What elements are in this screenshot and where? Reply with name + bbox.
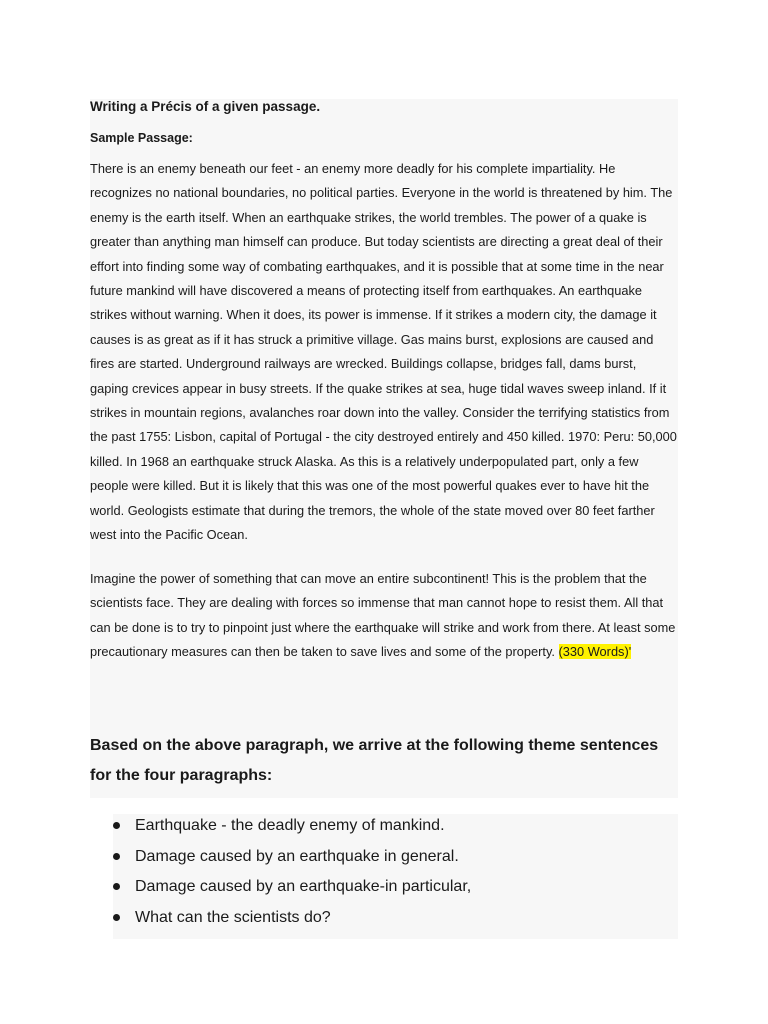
theme-text: Earthquake - the deadly enemy of mankind. — [135, 817, 445, 834]
document-title: Writing a Précis of a given passage. — [90, 99, 321, 114]
word-count-highlight: (330 Words)' — [558, 644, 632, 660]
theme-text: What can the scientists do? — [135, 908, 331, 926]
list-item — [113, 814, 678, 845]
theme-heading: Based on the above paragraph, we arrive at the following theme sentences for the four paragraphs: — [90, 737, 659, 784]
list-item — [113, 875, 678, 906]
bullet-icon — [113, 853, 120, 860]
theme-list — [113, 814, 678, 936]
passage-paragraph-2-text: Imagine the power of something that can move an entire subcontinent! This is the problem that the scientists face. They are dealing with forces so immense that man cannot hope to resist them. All that can be done is to try to pinpoint just where the earthquake will strike and work from there. At least some precautionary measures can then be taken to save lives and some of the property. — [90, 571, 676, 660]
passage-block — [90, 99, 678, 798]
list-item — [113, 845, 678, 876]
theme-text: Damage caused by an earthquake-in particular, — [135, 878, 472, 895]
bullet-icon — [113, 822, 120, 829]
passage-paragraph-2 — [90, 567, 678, 665]
bullet-icon — [113, 883, 120, 890]
theme-list-block — [113, 814, 678, 939]
list-item — [113, 906, 678, 937]
passage-subtitle: Sample Passage: — [90, 131, 193, 145]
passage-paragraph-1: There is an enemy beneath our feet - an enemy more deadly for his complete impartiality. He recognizes no national boundaries, no political parties. Everyone in the world is threatened by him. The enemy is the earth itself. When an earthquake strikes, the world trembles. The power of a quake is greater than anything man himself can produce. But today scientists are directing a great deal of their effort into finding some way of combating earthquakes, and it is possible that at some time in the near future mankind will have discovered a means of protecting itself from earthquakes. An earthquake strikes without warning. When it does, its power is immense. If it strikes a modern city, the damage it causes is as great as if it has struck a primitive village. Gas mains burst, explosions are caused and fires are started. Underground railways are wrecked. Buildings collapse, bridges fall, dams burst, gaping crevices appear in busy streets. If the quake strikes at sea, huge tidal waves sweep inland. If it strikes in mountain regions, avalanches roar down into the valley. Consider the terrifying statistics from the past 1755: Lisbon, capital of Portugal - the city destroyed entirely and 450 killed. 1970: Peru: 50,000 killed. In 1968 an earthquake struck Alaska. As this is a relatively underpopulated part, only a few people were killed. But it is likely that this was one of the most powerful quakes ever to have hit the world. Geologists estimate that during the tremors, the whole of the state moved over 80 feet farther west into the Pacific Ocean. — [90, 161, 677, 543]
bullet-icon — [113, 914, 120, 921]
theme-text: Damage caused by an earthquake in general. — [135, 847, 459, 865]
